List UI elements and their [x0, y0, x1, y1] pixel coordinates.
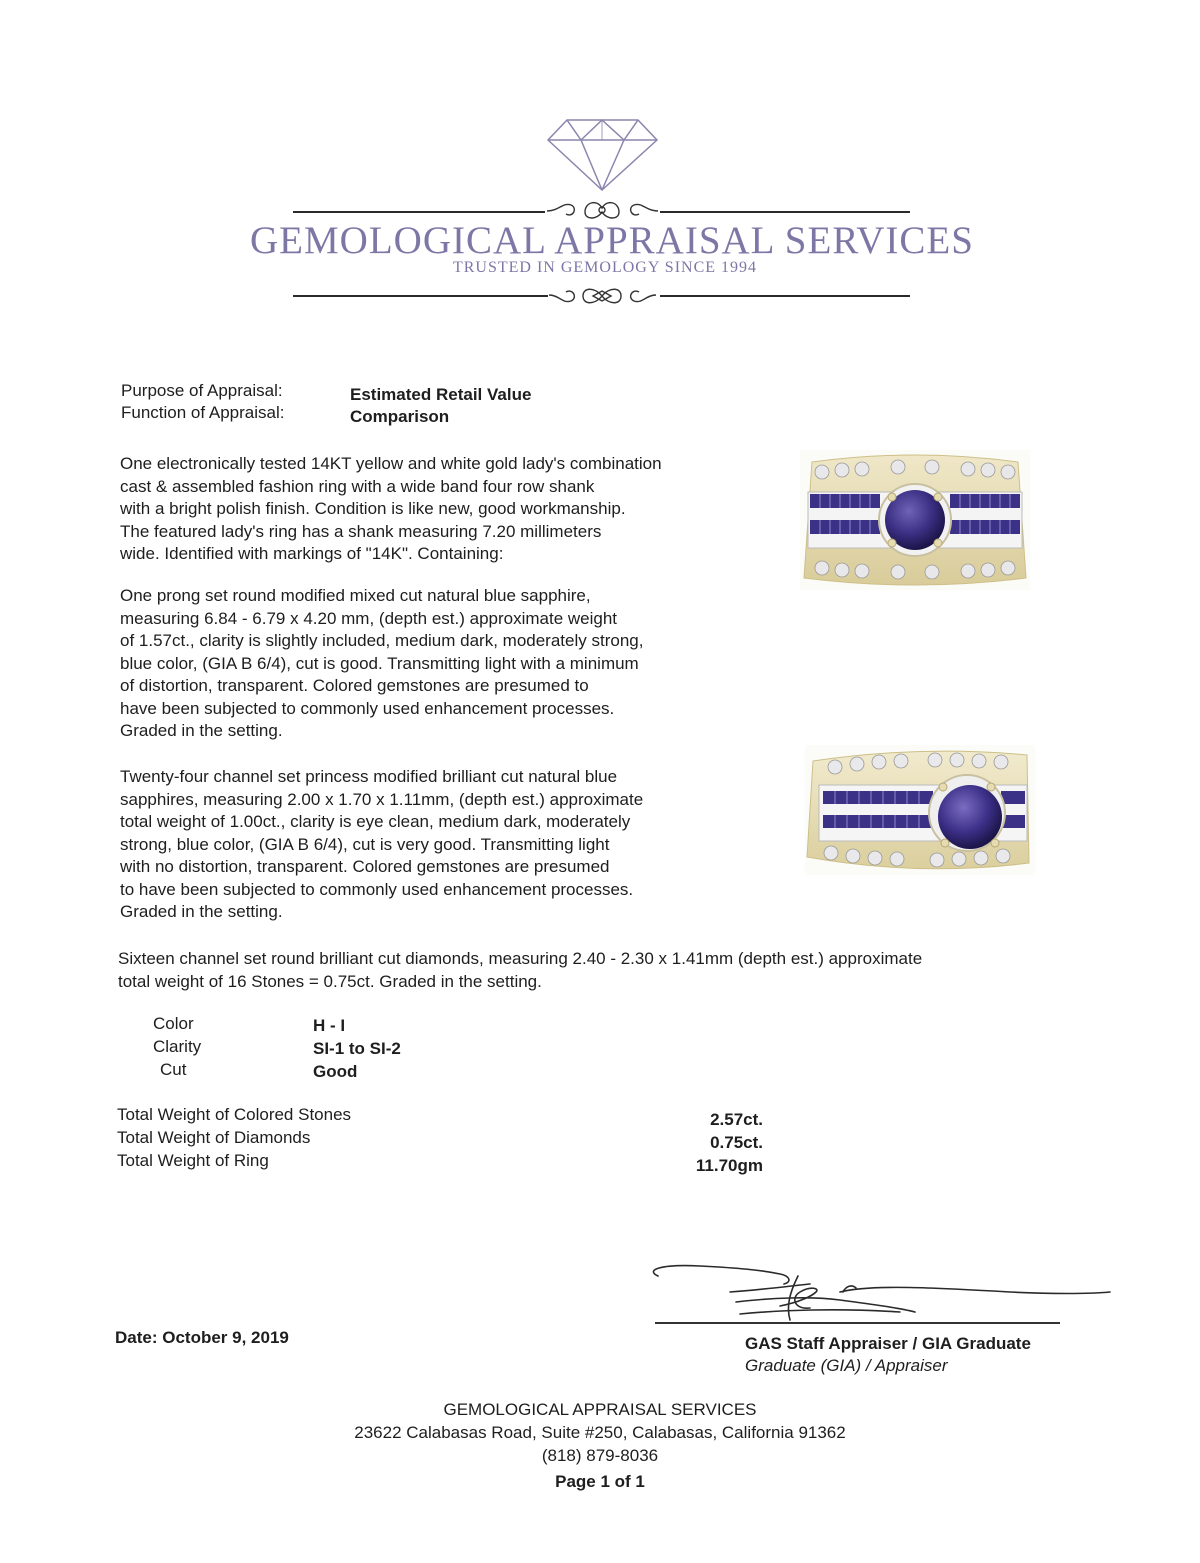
total-ring-value: 11.70gm — [695, 1156, 763, 1175]
text-line: of distortion, transparent. Colored gemstones are presumed to — [120, 676, 589, 695]
function-label: Function of Appraisal: — [121, 403, 285, 422]
text-line: wide. Identified with markings of "14K". Containing: — [120, 544, 504, 563]
text-line: The featured lady's ring has a shank measuring 7.20 millimeters — [120, 521, 602, 541]
text-line: One prong set round modified mixed cut natural blue sapphire, — [120, 586, 591, 605]
text-line: One electronically tested 14KT yellow and white gold lady's combination — [120, 454, 662, 473]
flourish-ornament-bottom-icon — [545, 282, 660, 310]
cut-label: Cut — [160, 1060, 187, 1079]
text-line: of 1.57ct., clarity is slightly included, medium dark, moderately strong, — [120, 631, 644, 650]
header-rule-top-left — [293, 211, 545, 213]
total-colored-label: Total Weight of Colored Stones — [117, 1105, 352, 1124]
header-rule-bottom-right — [660, 295, 910, 297]
clarity-label: Clarity — [153, 1037, 202, 1056]
clarity-value: SI-1 to SI-2 — [313, 1039, 401, 1058]
header-rule-top-right — [660, 211, 910, 213]
footer-company: GEMOLOGICAL APPRAISAL SERVICES — [443, 1400, 757, 1419]
center-sapphire-paragraph — [120, 585, 643, 743]
text-line: have been subjected to commonly used enhancement processes. — [120, 698, 615, 718]
purpose-label: Purpose of Appraisal: — [121, 381, 283, 400]
brand-tagline: TRUSTED IN GEMOLOGY SINCE 1994 — [452, 259, 758, 276]
ring-photo-angled — [805, 745, 1035, 875]
text-line: sapphires, measuring 2.00 x 1.70 x 1.11mm, (depth est.) approximate — [120, 789, 644, 809]
footer-phone: (818) 879-8036 — [541, 1446, 659, 1465]
text-line: Graded in the setting. — [120, 721, 283, 740]
total-ring-label: Total Weight of Ring — [117, 1151, 269, 1170]
ring-photo-front — [800, 450, 1030, 590]
diamonds-paragraph — [118, 948, 922, 993]
total-diamonds-value: 0.75ct. — [710, 1133, 763, 1152]
appraiser-subtitle: Graduate (GIA) / Appraiser — [745, 1356, 948, 1375]
text-line: with no distortion, transparent. Colored gemstones are presumed — [120, 857, 610, 876]
ring-description-paragraph — [120, 453, 662, 566]
text-line: Graded in the setting. — [120, 902, 283, 921]
channel-sapphires-paragraph — [120, 766, 643, 924]
cut-value: Good — [313, 1062, 358, 1081]
function-value: Comparison — [350, 407, 450, 426]
text-line: blue color, (GIA B 6/4), cut is good. Transmitting light with a minimum — [120, 653, 639, 673]
text-line: strong, blue color, (GIA B 6/4), cut is very good. Transmitting light — [120, 834, 610, 854]
signature-line — [655, 1322, 1060, 1324]
appraisal-date: Date: October 9, 2019 — [115, 1328, 289, 1347]
header-rule-bottom-left — [293, 295, 548, 297]
text-line: total weight of 16 Stones = 0.75ct. Graded in the setting. — [118, 971, 542, 991]
total-colored-value: 2.57ct. — [710, 1110, 763, 1129]
color-value: H - I — [313, 1016, 346, 1035]
appraiser-title: GAS Staff Appraiser / GIA Graduate — [745, 1334, 1031, 1353]
page-number: Page 1 of 1 — [555, 1472, 645, 1491]
total-diamonds-label: Total Weight of Diamonds — [117, 1128, 311, 1147]
color-label: Color — [153, 1014, 194, 1033]
purpose-value: Estimated Retail Value — [350, 385, 532, 404]
diamond-logo-icon — [545, 112, 660, 192]
text-line: total weight of 1.00ct., clarity is eye clean, medium dark, moderately — [120, 812, 631, 831]
text-line: measuring 6.84 - 6.79 x 4.20 mm, (depth est.) approximate weight — [120, 608, 618, 628]
text-line: Twenty-four channel set princess modified brilliant cut natural blue — [120, 767, 618, 786]
text-line: to have been subjected to commonly used enhancement processes. — [120, 879, 634, 899]
footer-address: 23622 Calabasas Road, Suite #250, Calabasas, California 91362 — [354, 1423, 846, 1442]
text-line: with a bright polish finish. Condition is like new, good workmanship. — [120, 499, 626, 518]
text-line: Sixteen channel set round brilliant cut diamonds, measuring 2.40 - 2.30 x 1.41mm (depth est.) approximate — [118, 949, 923, 968]
text-line: cast & assembled fashion ring with a wide band four row shank — [120, 476, 595, 496]
brand-title: GEMOLOGICAL APPRAISAL SERVICES — [250, 219, 974, 262]
